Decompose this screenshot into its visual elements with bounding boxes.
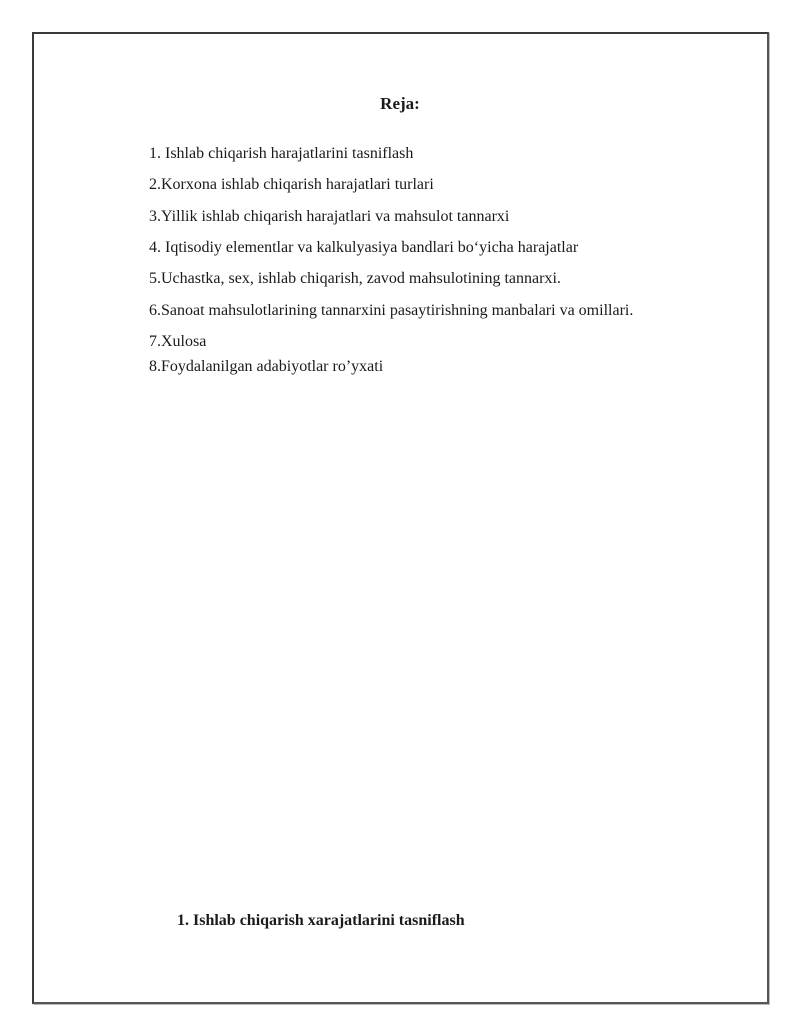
page-title: Reja: xyxy=(380,94,420,113)
plan-item: 3.Yillik ishlab chiqarish harajatlari va mahsulot tannarxi xyxy=(149,208,510,225)
plan-item: 7.Xulosa xyxy=(149,333,207,350)
plan-item: 1. Ishlab chiqarish harajatlarini tasniflash xyxy=(149,145,414,162)
plan-item: 2.Korxona ishlab chiqarish harajatlari turlari xyxy=(149,176,434,193)
plan-item: 8.Foydalanilgan adabiyotlar ro’yxati xyxy=(149,358,384,375)
plan-item: 5.Uchastka, sex, ishlab chiqarish, zavod mahsulotining tannarxi. xyxy=(149,270,561,287)
plan-item: 4. Iqtisodiy elementlar va kalkulyasiya bandlari bo‘yicha harajatlar xyxy=(149,239,579,256)
plan-item: 6.Sanoat mahsulotlarining tannarxini pasaytirishning manbalari va omillari. xyxy=(149,302,634,319)
section-heading: 1. Ishlab chiqarish xarajatlarini tasniflash xyxy=(177,912,465,929)
